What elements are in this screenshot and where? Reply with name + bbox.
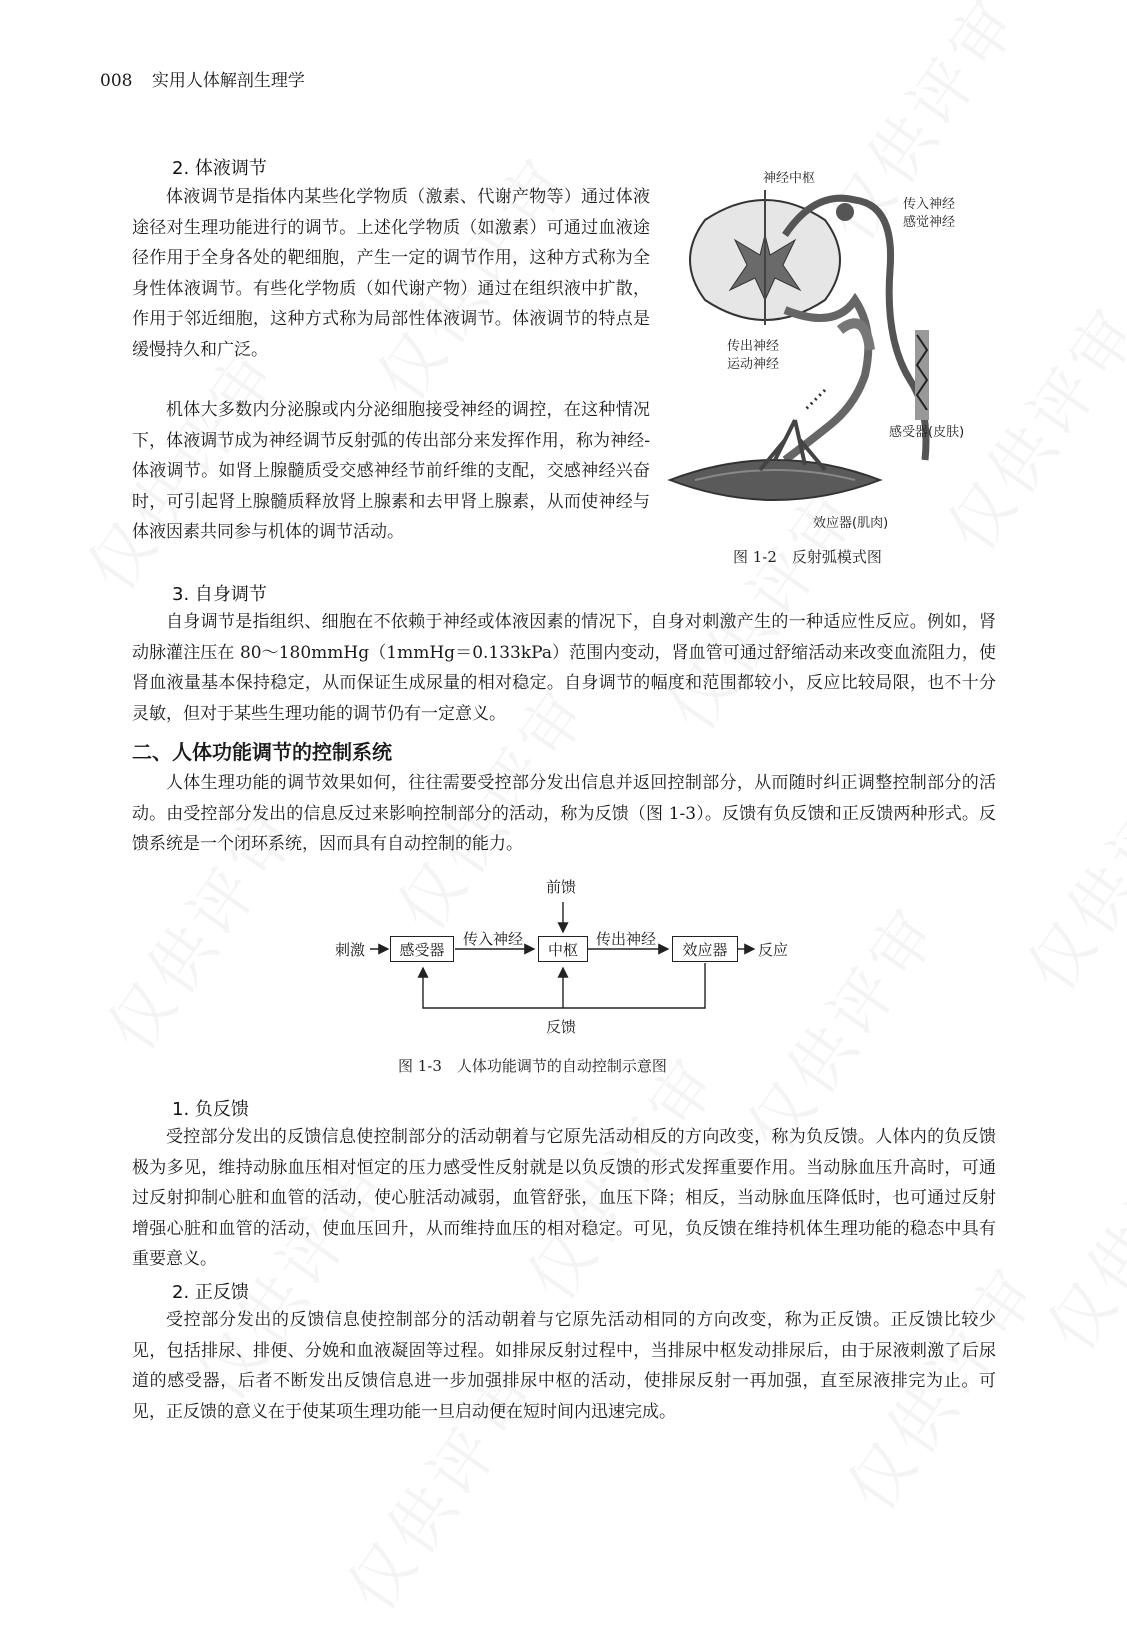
figure-1-2 [665, 160, 995, 580]
dorsal-root-ganglion [836, 203, 854, 221]
label-afferent-2: 感觉神经 [903, 215, 956, 230]
paragraph-positive-feedback: 受控部分发出的反馈信息使控制部分的活动朝着与它原先活动相同的方向改变，称为正反馈。正反馈比较少见，包括排尿、排便、分娩和血液凝固等过程。如排尿反射过程中，当排尿中枢发动排尿后，由于尿液刺激了后尿道的感受器，后者不断发出反馈信息进一步加强排尿中枢的活动，使排尿反射一再加强，直至尿液排完为止。可见，正反馈的意义在于使某项生理功能一旦启动便在短时间内迅速完成。 [132, 1310, 996, 1422]
figure-1-3 [320, 870, 800, 1080]
label-effector-muscle: 效应器(肌肉) [813, 516, 889, 531]
running-head [100, 66, 305, 91]
box-center: 中枢 [538, 936, 588, 962]
label-response: 反应 [758, 941, 789, 959]
page-number: 008 [100, 71, 133, 91]
muscle-effector [670, 460, 880, 500]
paragraph-control-system: 人体生理功能的调节效果如何，往往需要受控部分发出信息并返回控制部分，从而随时纠正调整控制部分的活动。由受控部分发出的信息反过来影响控制部分的活动，称为反馈（图 1-3）。反馈有负反馈和正反馈两种形式。反馈系统是一个闭环系统，因而具有自动控制的能力。 [132, 773, 996, 855]
label-afferent-1: 传入神经 [903, 197, 956, 212]
heading-autoregulation: 3. 自身调节 [172, 584, 267, 605]
paragraph-autoregulation: 自身调节是指组织、细胞在不依赖于神经或体液因素的情况下，自身对刺激产生的一种适应性反应。例如，肾动脉灌注压在 80～180mmHg（1mmHg＝0.133kPa）范围内变动，肾血管可通过舒缩活动来改变血流阻力，使肾血液量基本保持稳定，从而保证生成尿量的相对稳定。自身调节的幅度和范围都较小，反应比较局限，也不十分灵敏，但对于某些生理功能的调节仍有一定意义。 [132, 612, 996, 724]
paragraph-humoral-1: 体液调节是指体内某些化学物质（激素、代谢产物等）通过体液途径对生理功能进行的调节。上述化学物质（如激素）可通过血液途径作用于全身各处的靶细胞，产生一定的调节作用，这种方式称为全身性体液调节。有些化学物质（如代谢产物）通过在组织液中扩散，作用于邻近细胞，这种方式称为局部性体液调节。体液调节的特点是缓慢持久和广泛。 [132, 187, 650, 360]
figure-1-2-caption: 图 1-2 反射弧模式图 [733, 548, 882, 566]
label-efferent-nerve: 传出神经 [596, 930, 657, 948]
label-feedforward: 前馈 [546, 878, 577, 896]
label-nerve-center: 神经中枢 [763, 171, 816, 186]
heading-humoral-regulation: 2. 体液调节 [172, 158, 267, 179]
label-feedback: 反馈 [546, 1018, 577, 1036]
paragraph-humoral-2: 机体大多数内分泌腺或内分泌细胞接受神经的调控，在这种情况下，体液调节成为神经调节反射弧的传出部分来发挥作用，称为神经-体液调节。如肾上腺髓质受交感神经节前纤维的支配，交感神经兴奋时，可引起肾上腺髓质释放肾上腺素和去甲肾上腺素，从而使神经与体液因素共同参与机体的调节活动。 [132, 400, 650, 543]
label-efferent-1: 传出神经 [727, 339, 780, 354]
label-efferent-2: 运动神经 [727, 357, 780, 372]
spinal-cord [690, 190, 840, 325]
paragraph-negative-feedback: 受控部分发出的反馈信息使控制部分的活动朝着与它原先活动相反的方向改变，称为负反馈。人体内的负反馈极为多见，维持动脉血压相对恒定的压力感受性反射就是以负反馈的形式发挥重要作用。当动脉血压升高时，可通过反射抑制心脏和血管的活动，使心脏活动减弱，血管舒张，血压下降；相反，当动脉血压降低时，也可通过反射增强心脏和血管的活动，使血压回升，从而维持血压的相对稳定。可见，负反馈在维持机体生理功能的稳态中具有重要意义。 [132, 1127, 996, 1270]
label-afferent-nerve: 传入神经 [463, 930, 524, 948]
figure-1-3-caption: 图 1-3 人体功能调节的自动控制示意图 [398, 1057, 667, 1075]
heading-positive-feedback: 2. 正反馈 [172, 1282, 249, 1303]
box-effector: 效应器 [672, 936, 738, 962]
heading-control-system: 二、人体功能调节的控制系统 [132, 740, 392, 764]
box-receptor: 感受器 [390, 936, 454, 962]
skin-receptor [915, 330, 929, 420]
watermark-text [1002, 725, 1127, 1007]
book-title: 实用人体解剖生理学 [151, 71, 305, 91]
heading-negative-feedback: 1. 负反馈 [172, 1099, 249, 1120]
watermark-text [1022, 1085, 1127, 1367]
label-receptor-skin: 感受器(皮肤) [889, 425, 965, 440]
label-stimulus: 刺激 [335, 941, 366, 959]
